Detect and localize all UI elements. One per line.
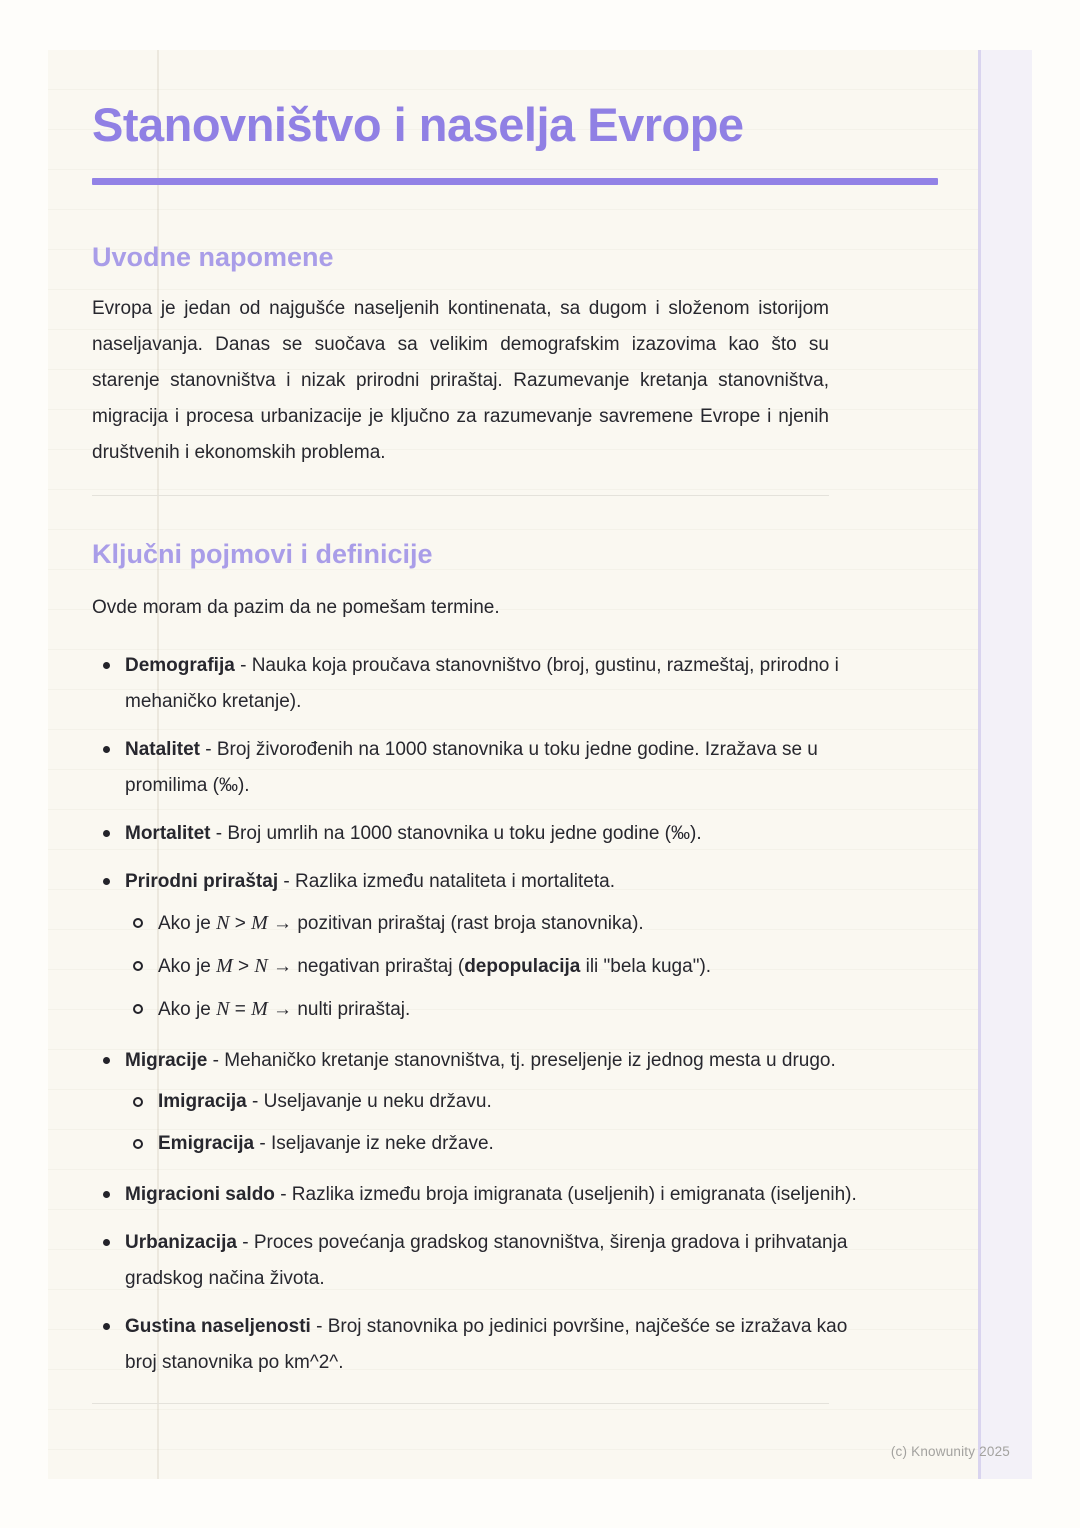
sub-term-item: [158, 1081, 873, 1123]
note-content: [92, 50, 938, 1404]
section-heading-kljucni-pojmovi: Ključni pojmovi i definicije: [92, 539, 433, 569]
term-text: >: [232, 956, 255, 977]
term-text: → negativan priraštaj (: [267, 956, 465, 977]
term-label: Natalitet: [125, 739, 200, 760]
term-label: Mortalitet: [125, 823, 211, 844]
page-title: Stanovništvo i naselja Evrope: [92, 98, 744, 151]
term-text: =: [229, 999, 252, 1020]
term-text: - Razlika između broja imigranata (useljenih) i emigranata (iseljenih).: [274, 1184, 857, 1205]
term-label: Prirodni priraštaj: [125, 871, 279, 892]
sub-term-item: [158, 945, 873, 988]
term-text: - Iseljavanje iz neke države.: [254, 1133, 494, 1154]
term-text: - Nauka koja proučava stanovništvo (broj, gustinu, razmeštaj, prirodno i mehaničko kretanje).: [125, 655, 839, 712]
term-label: Migracioni saldo: [125, 1184, 275, 1205]
sub-term-item: [158, 988, 873, 1031]
term-text: N: [216, 912, 230, 934]
term-item: [125, 1177, 873, 1213]
term-label: Imigracija: [158, 1091, 247, 1112]
term-label: Urbanizacija: [125, 1232, 237, 1253]
term-text: M: [251, 998, 268, 1020]
section-heading-uvodne-napomene: Uvodne napomene: [92, 242, 334, 272]
term-text: Ako je: [158, 999, 217, 1020]
term-text: - Broj stanovnika po jedinici površine, najčešće se izražava kao broj stanovnika po km^2^.: [125, 1316, 848, 1373]
copyright-footer: (c) Knowunity 2025: [890, 1444, 1010, 1459]
title-underline-rule: [92, 178, 938, 185]
sub-term-item: [158, 902, 873, 945]
term-item: [125, 1309, 873, 1381]
term-item: [125, 864, 873, 1031]
term-label: Gustina naseljenosti: [125, 1316, 311, 1337]
sub-terms-list: [125, 902, 873, 1031]
term-text: M: [216, 955, 233, 977]
section-divider: [92, 495, 829, 496]
term-item: [125, 816, 873, 852]
note-page: [48, 50, 1032, 1479]
term-text: → nulti priraštaj.: [267, 999, 411, 1020]
page-edge-stripe: [978, 50, 1032, 1479]
term-item: [125, 1043, 873, 1165]
term-label: Emigracija: [158, 1133, 255, 1154]
sub-term-item: [158, 1123, 873, 1165]
term-text: N: [216, 998, 230, 1020]
term-text: M: [251, 912, 268, 934]
term-text: - Proces povećanja gradskog stanovništva, širenja gradova i prihvatanja gradskog načina života.: [125, 1232, 848, 1289]
term-text: Ako je: [158, 956, 217, 977]
term-label: depopulacija: [464, 956, 581, 977]
term-item: [125, 648, 873, 720]
section-note: Ovde moram da pazim da ne pomešam termine.: [92, 597, 500, 618]
note-paper: [48, 50, 978, 1479]
term-text: - Useljavanje u neku državu.: [246, 1091, 492, 1112]
term-text: - Mehaničko kretanje stanovništva, tj. preseljenje iz jednog mesta u drugo.: [207, 1050, 836, 1071]
term-text: N: [254, 955, 268, 977]
term-text: → pozitivan priraštaj (rast broja stanovnika).: [267, 913, 644, 934]
term-text: ili "bela kuga").: [580, 956, 712, 977]
term-item: [125, 1225, 873, 1297]
term-label: Migracije: [125, 1050, 208, 1071]
intro-paragraph: Evropa je jedan od najgušće naseljenih kontinenata, sa dugom i složenom istorijom naseljavanja. Danas se suočava sa velikim demografskim izazovima kao što su starenje stanovništva i nizak prirodni priraštaj. Razumevanje kretanja stanovništva, migracija i procesa urbanizacije je ključno za razumevanje savremene Evrope i njenih društvenih i ekonomskih problema.: [92, 298, 829, 463]
term-text: - Razlika između nataliteta i mortaliteta.: [278, 871, 615, 892]
term-text: Ako je: [158, 913, 217, 934]
sub-terms-list: [125, 1081, 873, 1165]
term-text: >: [229, 913, 252, 934]
bottom-divider: [92, 1403, 829, 1404]
term-text: - Broj umrlih na 1000 stanovnika u toku jedne godine (‰).: [210, 823, 702, 844]
term-item: [125, 732, 873, 804]
term-text: - Broj živorođenih na 1000 stanovnika u toku jedne godine. Izražava se u promilima (‰).: [125, 739, 818, 796]
term-label: Demografija: [125, 655, 235, 676]
terms-list: [92, 648, 873, 1381]
